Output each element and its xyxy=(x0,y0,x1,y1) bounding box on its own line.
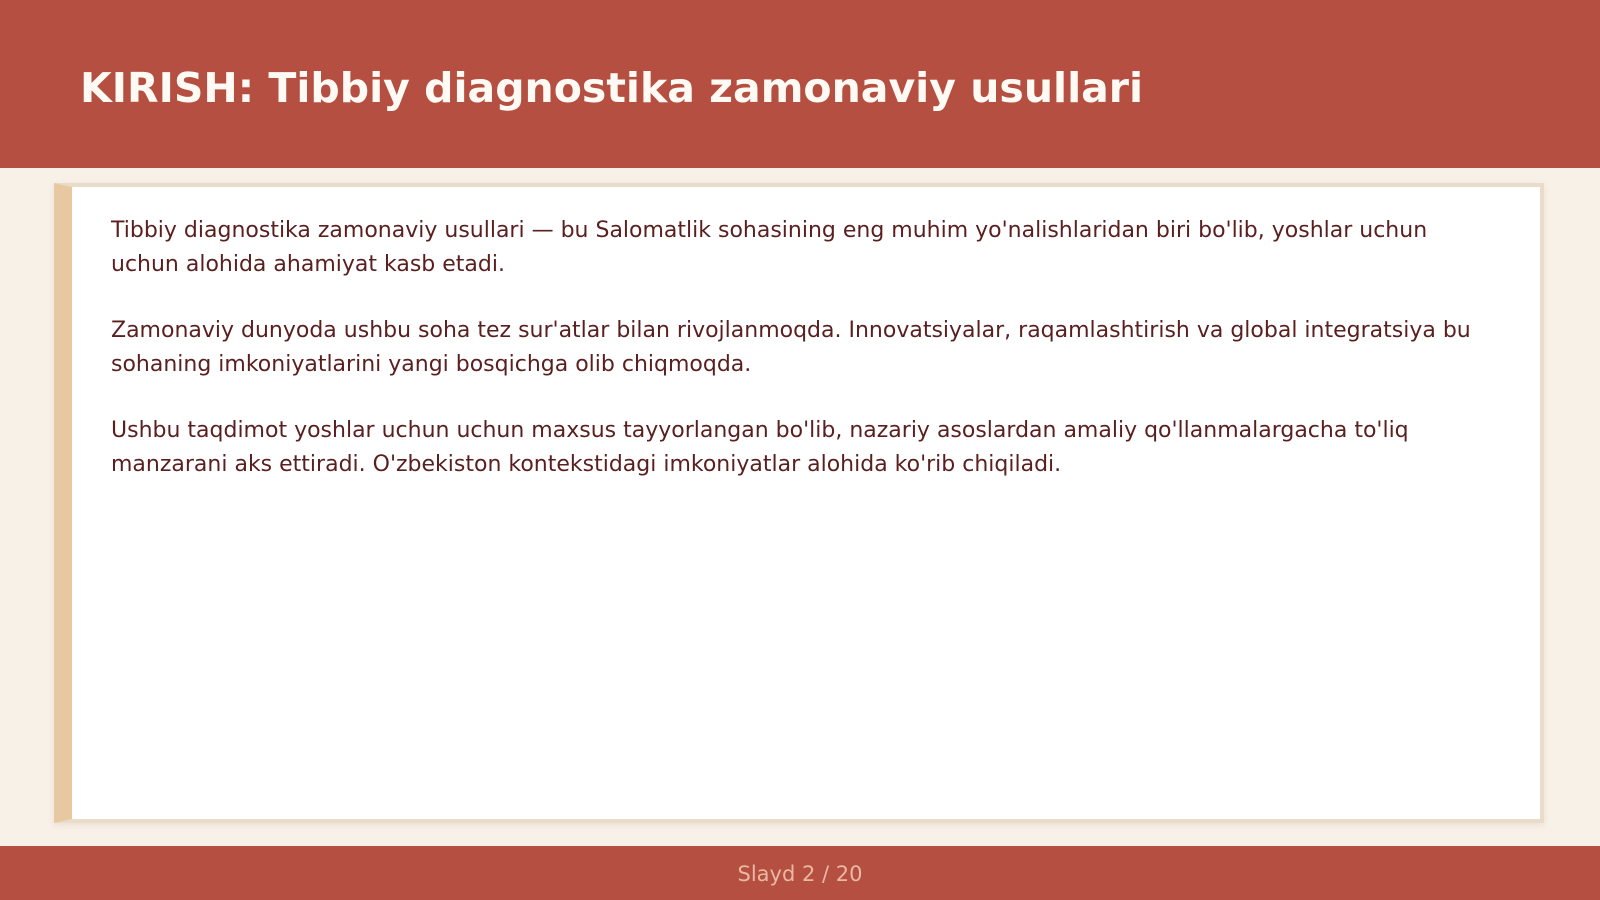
slide-counter: Slayd 2 / 20 xyxy=(737,862,863,886)
slide-header xyxy=(0,0,1600,168)
slide-title: KIRISH: Tibbiy diagnostika zamonaviy usullari xyxy=(80,64,1144,112)
slide-footer xyxy=(0,846,1600,900)
presentation-purpose-paragraph: Ushbu taqdimot yoshlar uchun uchun maxsus tayyorlangan bo'lib, nazariy asoslardan amaliy qo'llanmalargacha to'liq manzarani aks ettiradi. O'zbekiston kontekstidagi imkoniyatlar alohida ko'rib chiqiladi. xyxy=(111,418,1409,477)
development-paragraph: Zamonaviy dunyoda ushbu soha tez sur'atlar bilan rivojlanmoqda. Innovatsiyalar, raqamlashtirish va global integratsiya bu sohaning imkoniyatlarini yangi bosqichga olib chiqmoqda. xyxy=(111,318,1471,377)
intro-paragraph: Tibbiy diagnostika zamonaviy usullari — bu Salomatlik sohasining eng muhim yo'nalishlaridan biri bo'lib, yoshlar uchun uchun alohida ahamiyat kasb etadi. xyxy=(111,218,1428,277)
